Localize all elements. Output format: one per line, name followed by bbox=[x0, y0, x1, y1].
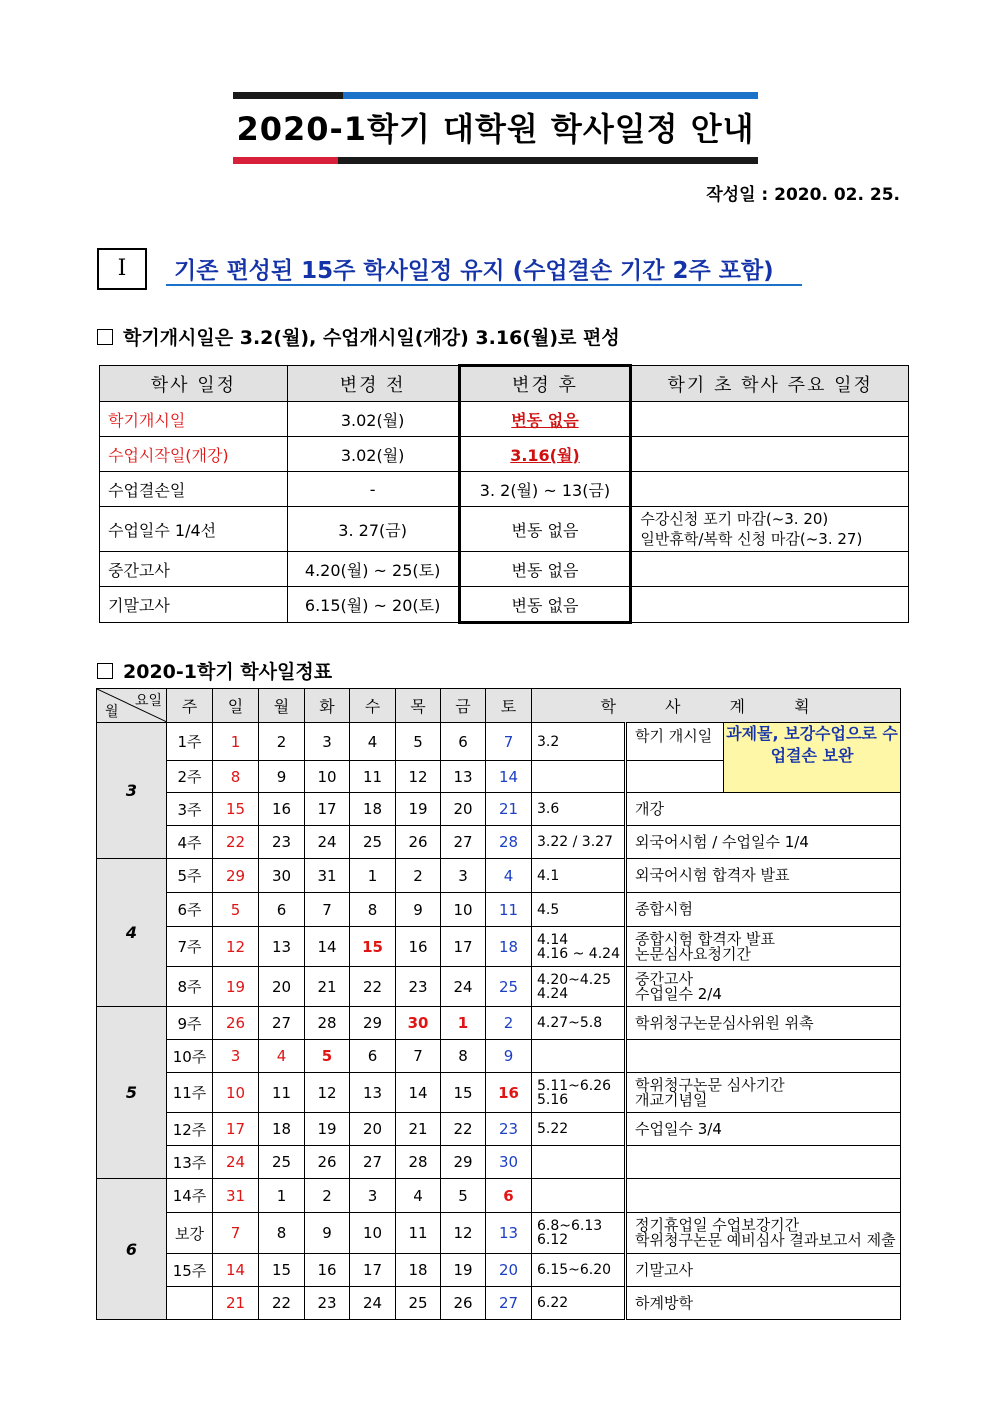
day-cell: 22 bbox=[213, 826, 259, 859]
day-cell: 15 bbox=[259, 1254, 305, 1287]
day-cell: 28 bbox=[396, 1146, 441, 1179]
day-cell: 20 bbox=[486, 1254, 532, 1287]
day-cell: 7 bbox=[213, 1213, 259, 1254]
plan-event-cell bbox=[626, 1073, 901, 1113]
day-cell: 17 bbox=[213, 1113, 259, 1146]
plan-date: 5.22 bbox=[537, 1121, 569, 1137]
plan-date-cell bbox=[532, 1007, 626, 1040]
day-cell: 27 bbox=[486, 1287, 532, 1320]
day-cell: 22 bbox=[441, 1113, 486, 1146]
day-cell: 1 bbox=[213, 723, 259, 761]
after-cell: 3.16(월) bbox=[459, 437, 631, 472]
subheading-calendar bbox=[97, 657, 332, 684]
after-cell: 변동 없음 bbox=[459, 587, 631, 623]
day-cell: 15 bbox=[213, 793, 259, 826]
day-cell: 22 bbox=[350, 967, 396, 1007]
day-cell: 17 bbox=[305, 793, 350, 826]
day-cell: 2 bbox=[259, 723, 305, 761]
note-cell bbox=[631, 402, 909, 437]
day-cell: 14 bbox=[396, 1073, 441, 1113]
calendar-header-row bbox=[97, 689, 901, 723]
header-cell: 변경 전 bbox=[287, 366, 459, 402]
day-cell: 4 bbox=[259, 1040, 305, 1073]
corner-header bbox=[97, 689, 167, 723]
day-cell: 8 bbox=[259, 1213, 305, 1254]
day-cell: 13 bbox=[350, 1073, 396, 1113]
header-cell: 토 bbox=[486, 689, 532, 723]
plan-date: 6.22 bbox=[537, 1295, 569, 1311]
day-cell: 11 bbox=[396, 1213, 441, 1254]
document-title: 2020-1학기 대학원 학사일정 안내 bbox=[236, 110, 755, 148]
calendar-week-row bbox=[97, 1179, 901, 1213]
day-cell: 9 bbox=[259, 761, 305, 793]
header-cell: 일 bbox=[213, 689, 259, 723]
before-cell: 3.02(월) bbox=[287, 402, 459, 437]
day-cell: 16 bbox=[486, 1073, 532, 1113]
plan-event: 하계방학 bbox=[635, 1293, 693, 1312]
day-cell: 12 bbox=[213, 927, 259, 967]
day-cell: 6 bbox=[259, 893, 305, 927]
day-cell: 2 bbox=[396, 859, 441, 893]
item-cell: 학기개시일 bbox=[100, 402, 288, 437]
week-label: 5주 bbox=[167, 859, 213, 893]
day-cell: 3 bbox=[305, 723, 350, 761]
day-cell: 26 bbox=[441, 1287, 486, 1320]
day-cell: 7 bbox=[396, 1040, 441, 1073]
week-label bbox=[167, 1287, 213, 1320]
plan-event-cell bbox=[626, 826, 901, 859]
day-cell: 4 bbox=[486, 859, 532, 893]
note-line: 일반휴학/복학 신청 마감(~3. 27) bbox=[640, 530, 863, 548]
document-title-block bbox=[233, 92, 758, 166]
plan-event-cell bbox=[626, 723, 724, 761]
calendar-week-row bbox=[97, 1254, 901, 1287]
corner-top-label: 요일 bbox=[134, 693, 162, 709]
plan-event: 종합시험 합격자 발표 bbox=[635, 929, 775, 948]
plan-event-cell bbox=[626, 927, 901, 967]
day-cell: 16 bbox=[259, 793, 305, 826]
header-cell: 학사 일정 bbox=[100, 366, 288, 402]
plan-date-cell bbox=[532, 826, 626, 859]
day-cell: 16 bbox=[305, 1254, 350, 1287]
plan-event: 수업일수 3/4 bbox=[635, 1119, 722, 1138]
day-cell: 4 bbox=[396, 1179, 441, 1213]
plan-date-cell bbox=[532, 1073, 626, 1113]
day-cell: 24 bbox=[305, 826, 350, 859]
calendar-week-row bbox=[97, 967, 901, 1007]
schedule-change-table bbox=[99, 364, 909, 624]
table-header-row bbox=[100, 366, 909, 402]
compensation-note: 과제물, 보강수업으로 수업결손 보완 bbox=[724, 723, 901, 793]
plan-event: 개강 bbox=[635, 799, 664, 818]
day-cell: 1 bbox=[259, 1179, 305, 1213]
plan-date: 4.16 ~ 4.24 bbox=[537, 945, 620, 962]
day-cell: 8 bbox=[441, 1040, 486, 1073]
day-cell: 10 bbox=[213, 1073, 259, 1113]
calendar-week-row bbox=[97, 1073, 901, 1113]
plan-date: 6.8~6.13 bbox=[537, 1218, 603, 1234]
plan-date: 6.15~6.20 bbox=[537, 1262, 612, 1278]
week-label: 11주 bbox=[167, 1073, 213, 1113]
day-cell: 25 bbox=[350, 826, 396, 859]
checkbox-square-icon bbox=[97, 329, 113, 345]
day-cell: 30 bbox=[259, 859, 305, 893]
plan-event-cell bbox=[626, 1213, 901, 1254]
plan-event: 기말고사 bbox=[635, 1260, 693, 1279]
plan-date: 3.22 / 3.27 bbox=[537, 834, 613, 850]
day-cell: 20 bbox=[441, 793, 486, 826]
day-cell: 23 bbox=[396, 967, 441, 1007]
week-label: 10주 bbox=[167, 1040, 213, 1073]
day-cell: 18 bbox=[350, 793, 396, 826]
title-bottom-bar bbox=[233, 157, 758, 164]
day-cell: 1 bbox=[350, 859, 396, 893]
week-label: 14주 bbox=[167, 1179, 213, 1213]
item-cell: 수업시작일(개강) bbox=[100, 437, 288, 472]
after-cell: 변동 없음 bbox=[459, 402, 631, 437]
day-cell: 7 bbox=[486, 723, 532, 761]
note-cell bbox=[631, 507, 909, 552]
day-cell: 9 bbox=[305, 1213, 350, 1254]
plan-event: 개교기념일 bbox=[635, 1090, 708, 1109]
plan-event-cell bbox=[626, 1179, 901, 1213]
calendar-week-row bbox=[97, 723, 901, 761]
calendar-week-row bbox=[97, 859, 901, 893]
day-cell: 29 bbox=[350, 1007, 396, 1040]
day-cell: 3 bbox=[213, 1040, 259, 1073]
plan-event-cell bbox=[626, 793, 901, 826]
plan-event: 학위청구논문 예비심사 결과보고서 제출 bbox=[635, 1231, 896, 1249]
day-cell: 25 bbox=[259, 1146, 305, 1179]
plan-event-cell bbox=[626, 893, 901, 927]
calendar-week-row bbox=[97, 1007, 901, 1040]
corner-bottom-label: 월 bbox=[105, 704, 119, 720]
day-cell: 4 bbox=[350, 723, 396, 761]
day-cell: 2 bbox=[486, 1007, 532, 1040]
week-label: 2주 bbox=[167, 761, 213, 793]
day-cell: 12 bbox=[305, 1073, 350, 1113]
day-cell: 5 bbox=[213, 893, 259, 927]
calendar-week-row bbox=[97, 1113, 901, 1146]
day-cell: 11 bbox=[259, 1073, 305, 1113]
after-cell: 3. 2(월) ~ 13(금) bbox=[459, 472, 631, 507]
day-cell: 18 bbox=[396, 1254, 441, 1287]
month-cell: 6 bbox=[97, 1179, 167, 1320]
day-cell: 12 bbox=[441, 1213, 486, 1254]
plan-event: 수업일수 2/4 bbox=[635, 984, 722, 1003]
month-cell: 3 bbox=[97, 723, 167, 859]
plan-date-cell bbox=[532, 1287, 626, 1320]
day-cell: 3 bbox=[441, 859, 486, 893]
week-label: 13주 bbox=[167, 1146, 213, 1179]
calendar-week-row bbox=[97, 793, 901, 826]
plan-date-cell bbox=[532, 1113, 626, 1146]
plan-date: 4.5 bbox=[537, 901, 560, 918]
after-cell: 변동 없음 bbox=[459, 507, 631, 552]
day-cell: 24 bbox=[350, 1287, 396, 1320]
day-cell: 14 bbox=[305, 927, 350, 967]
week-label: 7주 bbox=[167, 927, 213, 967]
plan-event-cell bbox=[626, 1113, 901, 1146]
after-cell: 변동 없음 bbox=[459, 552, 631, 587]
day-cell: 26 bbox=[305, 1146, 350, 1179]
note-cell bbox=[631, 437, 909, 472]
calendar-week-row bbox=[97, 1146, 901, 1179]
section-title: 기존 편성된 15주 학사일정 유지 (수업결손 기간 2주 포함) bbox=[166, 252, 802, 286]
calendar-week-row bbox=[97, 826, 901, 859]
day-cell: 11 bbox=[486, 893, 532, 927]
plan-date: 4.24 bbox=[537, 985, 569, 1002]
week-label: 6주 bbox=[167, 893, 213, 927]
day-cell: 23 bbox=[305, 1287, 350, 1320]
table-row bbox=[100, 507, 909, 552]
day-cell: 23 bbox=[259, 826, 305, 859]
table-row bbox=[100, 587, 909, 623]
day-cell: 10 bbox=[350, 1213, 396, 1254]
section-number: I bbox=[97, 248, 147, 290]
day-cell: 22 bbox=[259, 1287, 305, 1320]
day-cell: 19 bbox=[396, 793, 441, 826]
day-cell: 9 bbox=[396, 893, 441, 927]
day-cell: 6 bbox=[350, 1040, 396, 1073]
plan-date-cell bbox=[532, 893, 626, 927]
day-cell: 5 bbox=[305, 1040, 350, 1073]
day-cell: 7 bbox=[305, 893, 350, 927]
day-cell: 1 bbox=[441, 1007, 486, 1040]
day-cell: 21 bbox=[486, 793, 532, 826]
header-cell: 목 bbox=[396, 689, 441, 723]
header-cell: 화 bbox=[305, 689, 350, 723]
day-cell: 18 bbox=[486, 927, 532, 967]
subheading-text: 2020-1학기 학사일정표 bbox=[123, 661, 333, 683]
day-cell: 8 bbox=[213, 761, 259, 793]
day-cell: 17 bbox=[350, 1254, 396, 1287]
plan-date-cell bbox=[532, 1179, 626, 1213]
day-cell: 19 bbox=[441, 1254, 486, 1287]
header-cell: 수 bbox=[350, 689, 396, 723]
week-label: 9주 bbox=[167, 1007, 213, 1040]
plan-date-cell bbox=[532, 1254, 626, 1287]
day-cell: 15 bbox=[350, 927, 396, 967]
header-cell: 변경 후 bbox=[459, 366, 631, 402]
table-row bbox=[100, 552, 909, 587]
day-cell: 31 bbox=[305, 859, 350, 893]
subheading-text: 학기개시일은 3.2(월), 수업개시일(개강) 3.16(월)로 편성 bbox=[123, 327, 620, 349]
header-cell: 금 bbox=[441, 689, 486, 723]
plan-date-cell bbox=[532, 761, 626, 793]
plan-event-cell bbox=[626, 761, 724, 793]
plan-date-cell bbox=[532, 793, 626, 826]
day-cell: 29 bbox=[441, 1146, 486, 1179]
before-cell: - bbox=[287, 472, 459, 507]
calendar-week-row bbox=[97, 927, 901, 967]
item-cell: 기말고사 bbox=[100, 587, 288, 623]
day-cell: 13 bbox=[259, 927, 305, 967]
day-cell: 29 bbox=[213, 859, 259, 893]
day-cell: 28 bbox=[305, 1007, 350, 1040]
day-cell: 14 bbox=[213, 1254, 259, 1287]
plan-date: 4.20~4.25 bbox=[537, 971, 612, 988]
note-line: 수강신청 포기 마감(~3. 20) bbox=[640, 510, 829, 528]
plan-date-cell bbox=[532, 967, 626, 1007]
plan-event: 외국어시험 합격자 발표 bbox=[635, 866, 790, 884]
month-cell: 4 bbox=[97, 859, 167, 1007]
calendar-week-row bbox=[97, 1040, 901, 1073]
day-cell: 13 bbox=[486, 1213, 532, 1254]
day-cell: 5 bbox=[441, 1179, 486, 1213]
item-cell: 중간고사 bbox=[100, 552, 288, 587]
day-cell: 11 bbox=[350, 761, 396, 793]
day-cell: 6 bbox=[441, 723, 486, 761]
plan-date: 5.11~6.26 bbox=[537, 1077, 612, 1094]
header-cell: 학 사 계 획 bbox=[532, 689, 901, 723]
plan-date-cell bbox=[532, 927, 626, 967]
calendar-week-row bbox=[97, 893, 901, 927]
plan-date: 4.27~5.8 bbox=[537, 1015, 603, 1031]
plan-date-cell bbox=[532, 1213, 626, 1254]
academic-calendar-table bbox=[96, 688, 901, 1320]
week-label: 8주 bbox=[167, 967, 213, 1007]
day-cell: 27 bbox=[259, 1007, 305, 1040]
plan-date: 3.2 bbox=[537, 733, 560, 750]
day-cell: 8 bbox=[350, 893, 396, 927]
plan-event: 종합시험 bbox=[635, 900, 693, 918]
day-cell: 30 bbox=[396, 1007, 441, 1040]
day-cell: 16 bbox=[396, 927, 441, 967]
plan-date: 5.16 bbox=[537, 1091, 569, 1108]
calendar-week-row bbox=[97, 1213, 901, 1254]
plan-event: 중간고사 bbox=[635, 969, 693, 988]
plan-event-cell bbox=[626, 1007, 901, 1040]
day-cell: 30 bbox=[486, 1146, 532, 1179]
written-date: 작성일 : 2020. 02. 25. bbox=[706, 185, 900, 205]
plan-event-cell bbox=[626, 967, 901, 1007]
table-row bbox=[100, 472, 909, 507]
before-cell: 4.20(월) ~ 25(토) bbox=[287, 552, 459, 587]
plan-event-cell bbox=[626, 1287, 901, 1320]
day-cell: 10 bbox=[441, 893, 486, 927]
day-cell: 13 bbox=[441, 761, 486, 793]
before-cell: 3. 27(금) bbox=[287, 507, 459, 552]
plan-date: 4.14 bbox=[537, 931, 569, 948]
day-cell: 23 bbox=[486, 1113, 532, 1146]
item-cell: 수업일수 1/4선 bbox=[100, 507, 288, 552]
day-cell: 21 bbox=[305, 967, 350, 1007]
day-cell: 14 bbox=[486, 761, 532, 793]
day-cell: 2 bbox=[305, 1179, 350, 1213]
week-label: 15주 bbox=[167, 1254, 213, 1287]
header-cell: 학기 초 학사 주요 일정 bbox=[631, 366, 909, 402]
header-cell: 주 bbox=[167, 689, 213, 723]
week-label: 4주 bbox=[167, 826, 213, 859]
plan-event: 외국어시험 / 수업일수 1/4 bbox=[635, 832, 809, 851]
plan-date-cell bbox=[532, 1040, 626, 1073]
day-cell: 19 bbox=[305, 1113, 350, 1146]
plan-event-cell bbox=[626, 1040, 901, 1073]
before-cell: 6.15(월) ~ 20(토) bbox=[287, 587, 459, 623]
checkbox-square-icon bbox=[97, 663, 113, 679]
plan-event: 학위청구논문 심사기간 bbox=[635, 1075, 785, 1094]
note-cell bbox=[631, 472, 909, 507]
plan-event-cell bbox=[626, 859, 901, 893]
day-cell: 15 bbox=[441, 1073, 486, 1113]
day-cell: 28 bbox=[486, 826, 532, 859]
day-cell: 12 bbox=[396, 761, 441, 793]
plan-date-cell bbox=[532, 859, 626, 893]
day-cell: 26 bbox=[213, 1007, 259, 1040]
before-cell: 3.02(월) bbox=[287, 437, 459, 472]
day-cell: 17 bbox=[441, 927, 486, 967]
day-cell: 27 bbox=[441, 826, 486, 859]
note-cell bbox=[631, 552, 909, 587]
title-top-bar bbox=[233, 92, 758, 99]
day-cell: 24 bbox=[441, 967, 486, 1007]
header-cell: 월 bbox=[259, 689, 305, 723]
plan-event-cell bbox=[626, 1254, 901, 1287]
week-label: 보강 bbox=[167, 1213, 213, 1254]
day-cell: 25 bbox=[396, 1287, 441, 1320]
day-cell: 26 bbox=[396, 826, 441, 859]
plan-date: 3.6 bbox=[537, 801, 560, 817]
plan-date: 6.12 bbox=[537, 1232, 569, 1248]
plan-date-cell bbox=[532, 723, 626, 761]
day-cell: 24 bbox=[213, 1146, 259, 1179]
day-cell: 31 bbox=[213, 1179, 259, 1213]
day-cell: 27 bbox=[350, 1146, 396, 1179]
day-cell: 5 bbox=[396, 723, 441, 761]
item-cell: 수업결손일 bbox=[100, 472, 288, 507]
plan-date-cell bbox=[532, 1146, 626, 1179]
week-label: 12주 bbox=[167, 1113, 213, 1146]
calendar-week-row bbox=[97, 1287, 901, 1320]
note-cell bbox=[631, 587, 909, 623]
day-cell: 9 bbox=[486, 1040, 532, 1073]
day-cell: 20 bbox=[350, 1113, 396, 1146]
day-cell: 19 bbox=[213, 967, 259, 1007]
subheading-schedule-change bbox=[97, 323, 620, 350]
plan-event: 정기휴업일 수업보강기간 bbox=[635, 1216, 800, 1234]
day-cell: 10 bbox=[305, 761, 350, 793]
day-cell: 3 bbox=[350, 1179, 396, 1213]
table-row bbox=[100, 437, 909, 472]
plan-event: 학위청구논문심사위원 위촉 bbox=[635, 1013, 814, 1032]
week-label: 3주 bbox=[167, 793, 213, 826]
month-cell: 5 bbox=[97, 1007, 167, 1179]
day-cell: 18 bbox=[259, 1113, 305, 1146]
plan-date: 4.1 bbox=[537, 867, 560, 884]
table-row bbox=[100, 402, 909, 437]
day-cell: 20 bbox=[259, 967, 305, 1007]
day-cell: 25 bbox=[486, 967, 532, 1007]
day-cell: 21 bbox=[396, 1113, 441, 1146]
day-cell: 6 bbox=[486, 1179, 532, 1213]
plan-event-cell bbox=[626, 1146, 901, 1179]
week-label: 1주 bbox=[167, 723, 213, 761]
plan-event: 논문심사요청기간 bbox=[635, 944, 751, 963]
day-cell: 21 bbox=[213, 1287, 259, 1320]
plan-event: 학기 개시일 bbox=[635, 727, 713, 745]
